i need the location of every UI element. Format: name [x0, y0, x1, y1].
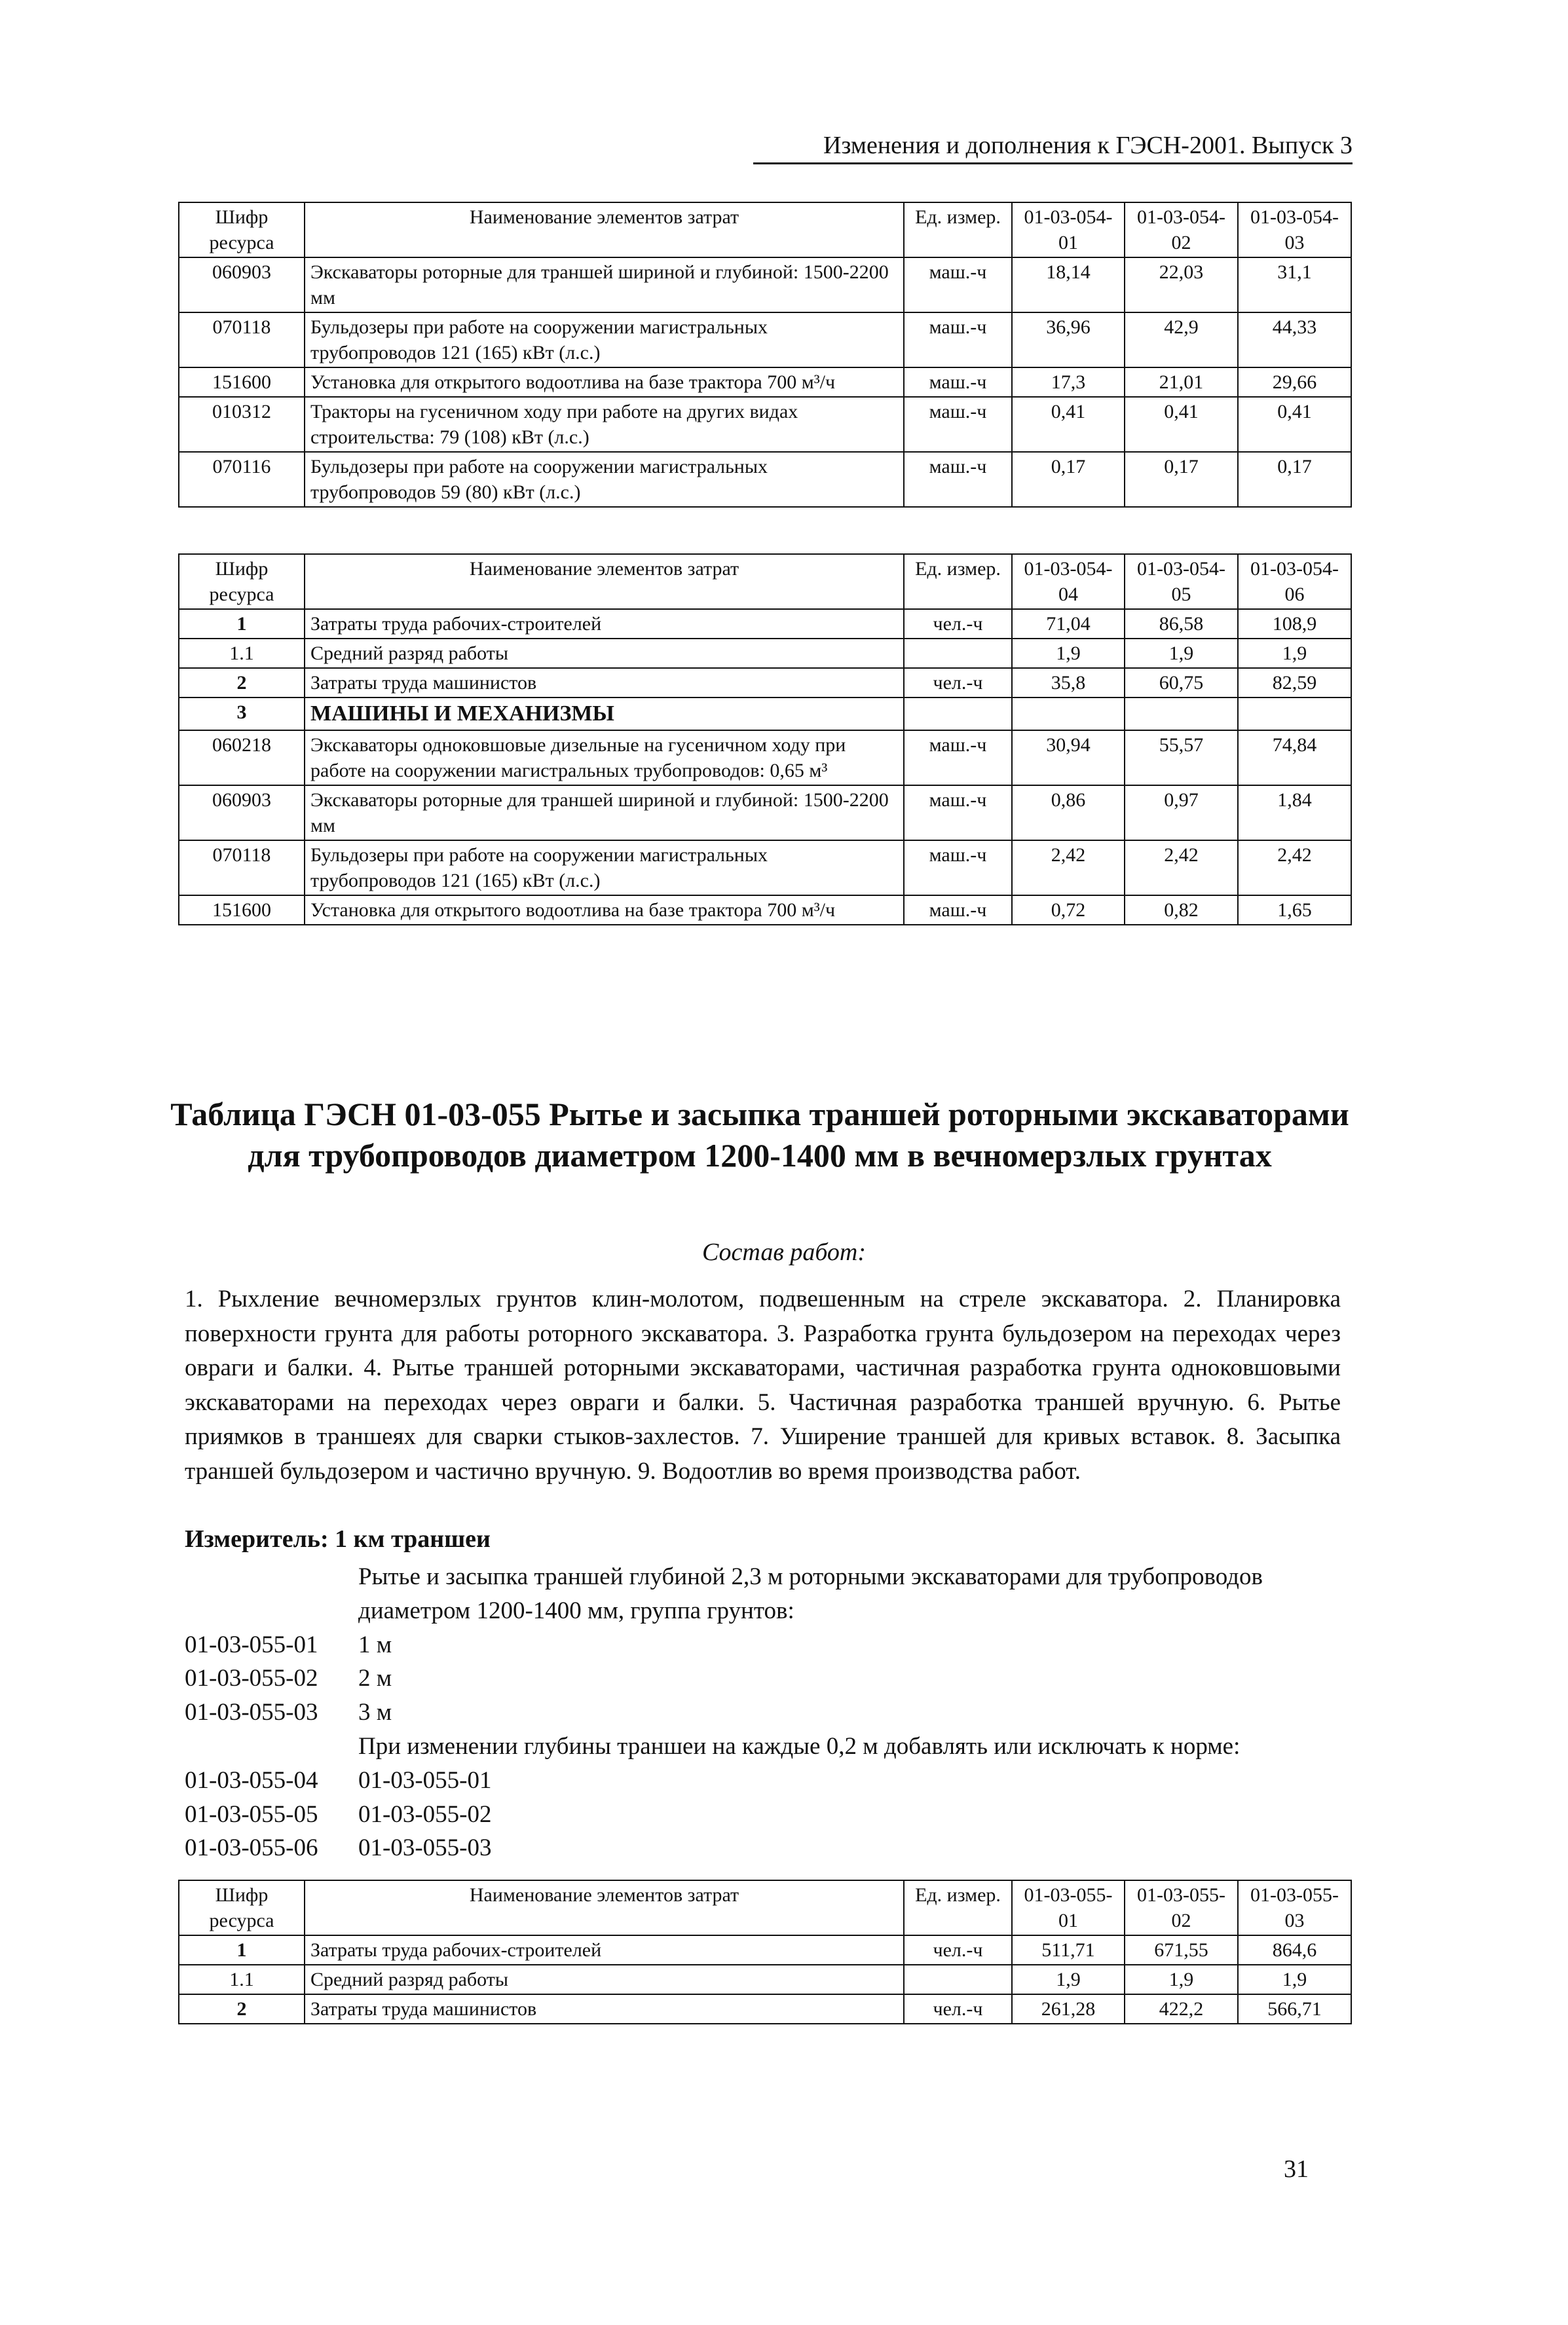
norm-item: [185, 1831, 1351, 1865]
resource-name: Затраты труда рабочих-строителей: [305, 609, 904, 639]
unit-cell: чел.-ч: [904, 1935, 1012, 1965]
resource-name: МАШИНЫ И МЕХАНИЗМЫ: [305, 698, 904, 730]
value-cell: 0,97: [1125, 785, 1238, 840]
value-cell: 1,9: [1238, 1965, 1351, 1994]
table-row: [179, 668, 1351, 698]
unit-cell: чел.-ч: [904, 1994, 1012, 2024]
header-cell: Ед. измер.: [904, 554, 1012, 609]
resource-name: Экскаваторы одноковшовые дизельные на гусеничном ходу при работе на сооружении магистральных трубопроводов: 0,65 м³: [305, 730, 904, 785]
page-number: 31: [1284, 2155, 1309, 2183]
resource-name: Установка для открытого водоотлива на базе трактора 700 м³/ч: [305, 367, 904, 397]
table-header: [179, 554, 1351, 609]
value-cell: 0,86: [1012, 785, 1125, 840]
resource-code: 060903: [179, 257, 305, 312]
value-cell: 1,65: [1238, 895, 1351, 925]
resource-name: Затраты труда машинистов: [305, 668, 904, 698]
value-cell: 0,72: [1012, 895, 1125, 925]
table-header: [179, 1880, 1351, 1935]
norm-item: [185, 1696, 1351, 1730]
table-row: [179, 609, 1351, 639]
table-row: [179, 730, 1351, 785]
norm-value: 01-03-055-02: [358, 1800, 492, 1828]
table-row: [179, 639, 1351, 668]
resource-name: Экскаваторы роторные для траншей шириной и глубиной: 1500-2200 мм: [305, 785, 904, 840]
value-cell: 36,96: [1012, 312, 1125, 367]
norm-code: 01-03-055-06: [185, 1834, 318, 1862]
table-row: [179, 1965, 1351, 1994]
value-cell: [1012, 698, 1125, 730]
value-cell: 0,17: [1125, 452, 1238, 507]
running-header: Изменения и дополнения к ГЭСН-2001. Выпуск 3: [753, 131, 1353, 164]
resource-table-054-04-06: [178, 553, 1352, 925]
norm-intro-2: При изменении глубины траншеи на каждые 0,2 м добавлять или исключать к норме:: [358, 1732, 1241, 1760]
header-cell: Шифр ресурса: [179, 1880, 305, 1935]
unit-cell: [904, 698, 1012, 730]
table-row: [179, 257, 1351, 312]
header-cell: 01-03-055-01: [1012, 1880, 1125, 1935]
resource-code: 070118: [179, 312, 305, 367]
unit-cell: чел.-ч: [904, 609, 1012, 639]
value-cell: 864,6: [1238, 1935, 1351, 1965]
header-cell: Ед. измер.: [904, 202, 1012, 257]
resource-code: 060218: [179, 730, 305, 785]
value-cell: 0,41: [1238, 397, 1351, 452]
resource-name: Бульдозеры при работе на сооружении магистральных трубопроводов 59 (80) кВт (л.с.): [305, 452, 904, 507]
resource-table-054-01-03: [178, 202, 1352, 508]
resource-code: 1.1: [179, 639, 305, 668]
value-cell: 17,3: [1012, 367, 1125, 397]
header-cell: 01-03-054-01: [1012, 202, 1125, 257]
resource-name: Бульдозеры при работе на сооружении магистральных трубопроводов 121 (165) кВт (л.с.): [305, 312, 904, 367]
value-cell: 30,94: [1012, 730, 1125, 785]
resource-name: Средний разряд работы: [305, 639, 904, 668]
unit-cell: [904, 639, 1012, 668]
resource-name: Средний разряд работы: [305, 1965, 904, 1994]
value-cell: 1,84: [1238, 785, 1351, 840]
norm-value: 01-03-055-03: [358, 1834, 492, 1862]
table-body: [179, 609, 1351, 925]
header-cell: Ед. измер.: [904, 1880, 1012, 1935]
value-cell: 0,82: [1125, 895, 1238, 925]
resource-code: 1: [179, 1935, 305, 1965]
header-row: [179, 554, 1351, 609]
resource-name: Установка для открытого водоотлива на базе трактора 700 м³/ч: [305, 895, 904, 925]
table-row: [179, 367, 1351, 397]
header-cell: 01-03-054-06: [1238, 554, 1351, 609]
resource-code: 2: [179, 1994, 305, 2024]
norm-intro: Рытье и засыпка траншей глубиной 2,3 м роторными экскаваторами для трубопроводов диаметром 1200-1400 мм, группа грунтов:: [358, 1563, 1263, 1624]
header-cell: 01-03-055-03: [1238, 1880, 1351, 1935]
value-cell: 31,1: [1238, 257, 1351, 312]
unit-cell: маш.-ч: [904, 312, 1012, 367]
resource-code: 060903: [179, 785, 305, 840]
resource-code: 3: [179, 698, 305, 730]
value-cell: 44,33: [1238, 312, 1351, 367]
value-cell: 261,28: [1012, 1994, 1125, 2024]
header-cell: 01-03-054-04: [1012, 554, 1125, 609]
value-cell: 29,66: [1238, 367, 1351, 397]
resource-code: 151600: [179, 367, 305, 397]
value-cell: 0,17: [1012, 452, 1125, 507]
header-row: [179, 202, 1351, 257]
resource-code: 010312: [179, 397, 305, 452]
header-cell: Шифр ресурса: [179, 202, 305, 257]
resource-name: Бульдозеры при работе на сооружении магистральных трубопроводов 121 (165) кВт (л.с.): [305, 840, 904, 895]
value-cell: 35,8: [1012, 668, 1125, 698]
work-composition-heading: Состав работ:: [701, 1238, 867, 1266]
norm-item: [185, 1628, 1351, 1662]
resource-code: 1.1: [179, 1965, 305, 1994]
value-cell: 0,41: [1012, 397, 1125, 452]
table-row: [179, 895, 1351, 925]
norm-item: [185, 1662, 1351, 1696]
value-cell: 1,9: [1125, 639, 1238, 668]
norm-value: 01-03-055-01: [358, 1766, 492, 1794]
unit-cell: маш.-ч: [904, 895, 1012, 925]
value-cell: 18,14: [1012, 257, 1125, 312]
unit-cell: чел.-ч: [904, 668, 1012, 698]
value-cell: 511,71: [1012, 1935, 1125, 1965]
value-cell: 2,42: [1125, 840, 1238, 895]
header-cell: 01-03-054-03: [1238, 202, 1351, 257]
header-cell: Наименование элементов затрат: [305, 554, 904, 609]
header-cell: 01-03-055-02: [1125, 1880, 1238, 1935]
unit-cell: маш.-ч: [904, 785, 1012, 840]
value-cell: [1125, 698, 1238, 730]
norm-item: [185, 1764, 1351, 1798]
table-row: [179, 1935, 1351, 1965]
work-composition-text: 1. Рыхление вечномерзлых грунтов клин-молотом, подвешенным на стреле экскаватора. 2. Планировка поверхности грунта для работы роторного экскаватора. 3. Разработка грунта бульдозером на переходах через овраги и балки. 4. Рытье траншей роторными экскаваторами, частичная разработка грунта одноковшовыми экскаваторами на переходах через овраги и балки. 5. Частичная разработка траншей вручную. 6. Рытье приямков в траншеях для сварки стыков-захлестов. 7. Уширение траншей для кривых вставок. 8. Засыпка траншей бульдозером и частично вручную. 9. Водоотлив во время производства работ.: [185, 1286, 1341, 1485]
norm-value: 3 м: [358, 1699, 392, 1726]
resource-name: Затраты труда машинистов: [305, 1994, 904, 2024]
norm-code: 01-03-055-03: [185, 1699, 318, 1726]
norm-item: [185, 1798, 1351, 1832]
value-cell: 86,58: [1125, 609, 1238, 639]
unit-cell: маш.-ч: [904, 367, 1012, 397]
value-cell: 566,71: [1238, 1994, 1351, 2024]
resource-name: Экскаваторы роторные для траншей шириной и глубиной: 1500-2200 мм: [305, 257, 904, 312]
value-cell: [1238, 698, 1351, 730]
unit-cell: маш.-ч: [904, 840, 1012, 895]
value-cell: 71,04: [1012, 609, 1125, 639]
resource-code: 2: [179, 668, 305, 698]
table-body: [179, 257, 1351, 507]
unit-cell: маш.-ч: [904, 257, 1012, 312]
norm-code: 01-03-055-02: [185, 1665, 318, 1692]
value-cell: 1,9: [1125, 1965, 1238, 1994]
table-row: [179, 785, 1351, 840]
norm-value: 2 м: [358, 1665, 392, 1692]
norm-list: [185, 1560, 1351, 1865]
table-body: [179, 1935, 1351, 2024]
table-header: [179, 202, 1351, 257]
value-cell: 22,03: [1125, 257, 1238, 312]
table-row: [179, 840, 1351, 895]
unit-cell: маш.-ч: [904, 730, 1012, 785]
unit-cell: маш.-ч: [904, 452, 1012, 507]
header-cell: Шифр ресурса: [179, 554, 305, 609]
value-cell: 108,9: [1238, 609, 1351, 639]
resource-code: 070118: [179, 840, 305, 895]
header-cell: Наименование элементов затрат: [305, 202, 904, 257]
value-cell: 82,59: [1238, 668, 1351, 698]
value-cell: 0,17: [1238, 452, 1351, 507]
resource-table-055: [178, 1880, 1352, 2024]
value-cell: 0,41: [1125, 397, 1238, 452]
value-cell: 55,57: [1125, 730, 1238, 785]
header-row: [179, 1880, 1351, 1935]
resource-code: 070116: [179, 452, 305, 507]
meter-label: Измеритель: 1 км траншеи: [185, 1525, 491, 1553]
value-cell: 74,84: [1238, 730, 1351, 785]
header-cell: 01-03-054-05: [1125, 554, 1238, 609]
value-cell: 42,9: [1125, 312, 1238, 367]
value-cell: 1,9: [1012, 639, 1125, 668]
header-cell: Наименование элементов затрат: [305, 1880, 904, 1935]
table-row: [179, 1994, 1351, 2024]
table-row: [179, 698, 1351, 730]
value-cell: 422,2: [1125, 1994, 1238, 2024]
value-cell: 1,9: [1238, 639, 1351, 668]
resource-name: Тракторы на гусеничном ходу при работе на других видах строительства: 79 (108) кВт (л.с.): [305, 397, 904, 452]
value-cell: 671,55: [1125, 1935, 1238, 1965]
table-title: Таблица ГЭСН 01-03-055 Рытье и засыпка траншей роторными экскаваторами для трубопроводов диаметром 1200-1400 мм в вечномерзлых грунтах: [170, 1096, 1349, 1174]
value-cell: 2,42: [1012, 840, 1125, 895]
norm-code: 01-03-055-01: [185, 1631, 318, 1658]
resource-name: Затраты труда рабочих-строителей: [305, 1935, 904, 1965]
resource-code: 1: [179, 609, 305, 639]
norm-value: 1 м: [358, 1631, 392, 1658]
value-cell: 2,42: [1238, 840, 1351, 895]
header-cell: 01-03-054-02: [1125, 202, 1238, 257]
value-cell: 1,9: [1012, 1965, 1125, 1994]
resource-code: 151600: [179, 895, 305, 925]
table-row: [179, 397, 1351, 452]
norm-code: 01-03-055-04: [185, 1766, 318, 1794]
table-row: [179, 452, 1351, 507]
value-cell: 21,01: [1125, 367, 1238, 397]
unit-cell: маш.-ч: [904, 397, 1012, 452]
table-row: [179, 312, 1351, 367]
value-cell: 60,75: [1125, 668, 1238, 698]
norm-code: 01-03-055-05: [185, 1800, 318, 1828]
unit-cell: [904, 1965, 1012, 1994]
